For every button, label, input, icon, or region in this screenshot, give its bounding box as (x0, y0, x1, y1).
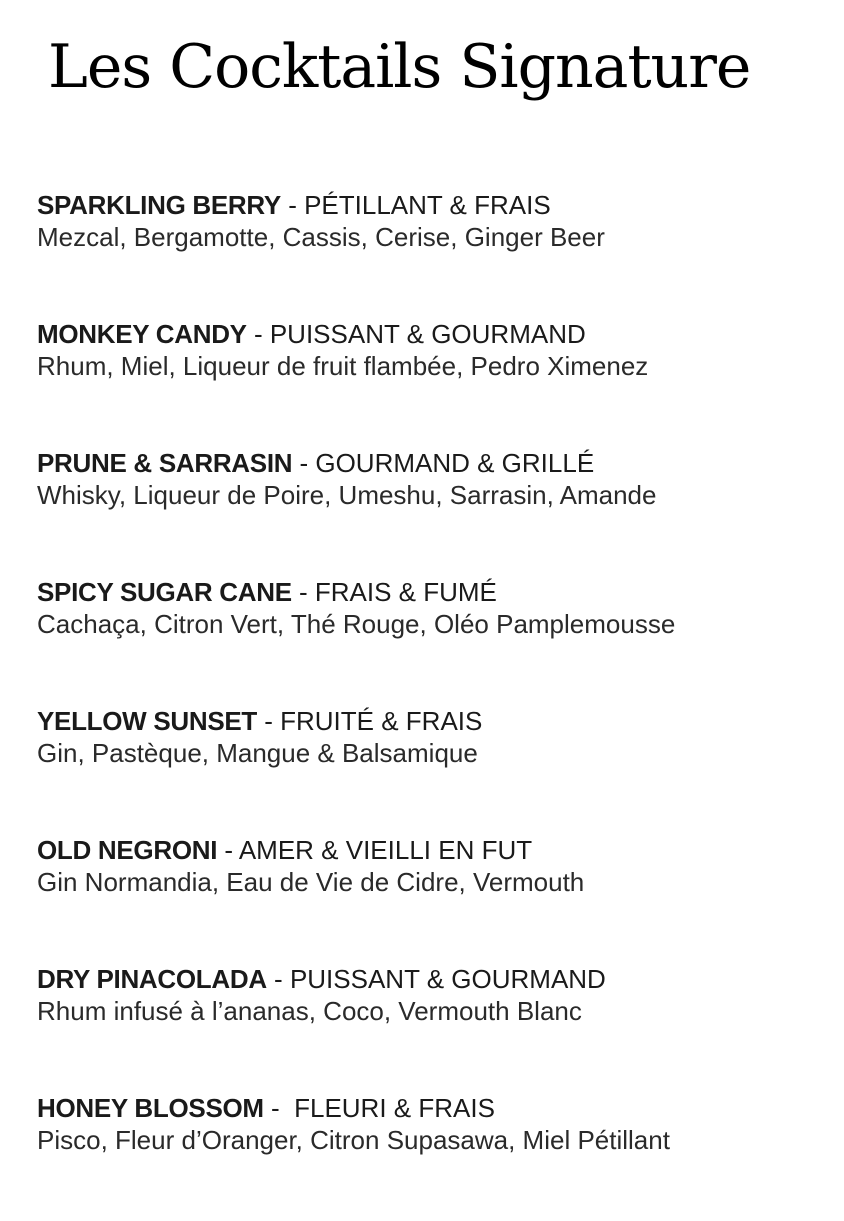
cocktail-heading (37, 963, 837, 995)
cocktail-item-honey-blossom (37, 1092, 837, 1221)
cocktail-ingredients: Gin Normandia, Eau de Vie de Cidre, Vermouth (37, 867, 585, 897)
cocktail-separator: - (263, 1093, 287, 1123)
cocktail-separator: - (217, 835, 239, 865)
cocktail-ingredients: Gin, Pastèque, Mangue & Balsamique (37, 738, 478, 768)
cocktail-item-spicy-sugar-cane (37, 576, 837, 705)
cocktail-ingredients: Cachaça, Citron Vert, Thé Rouge, Oléo Pamplemousse (37, 609, 676, 639)
cocktail-heading (37, 705, 837, 737)
cocktail-separator: - (291, 577, 315, 607)
cocktail-heading (37, 447, 837, 479)
cocktail-separator: - (292, 448, 316, 478)
cocktail-style: FRAIS & FUMÉ (314, 577, 497, 607)
cocktail-ingredients: Whisky, Liqueur de Poire, Umeshu, Sarrasin, Amande (37, 480, 657, 510)
cocktail-separator: - (280, 190, 305, 220)
cocktail-name: SPARKLING BERRY (37, 190, 281, 220)
cocktail-name: OLD NEGRONI (37, 835, 218, 865)
cocktail-name: HONEY BLOSSOM (37, 1093, 264, 1123)
cocktail-style: FRUITÉ & FRAIS (280, 706, 483, 736)
cocktail-list (37, 189, 837, 1221)
cocktail-name: YELLOW SUNSET (37, 706, 257, 736)
cocktail-style: GOURMAND & GRILLÉ (315, 448, 595, 478)
cocktail-ingredients: Pisco, Fleur d’Oranger, Citron Supasawa, Miel Pétillant (37, 1125, 670, 1155)
cocktail-name: SPICY SUGAR CANE (37, 577, 292, 607)
cocktail-ingredients: Mezcal, Bergamotte, Cassis, Cerise, Ginger Beer (37, 222, 605, 252)
cocktail-ingredients: Rhum infusé à l’ananas, Coco, Vermouth Blanc (37, 996, 582, 1026)
cocktail-heading (37, 318, 837, 350)
cocktail-heading (37, 834, 837, 866)
cocktail-item-yellow-sunset (37, 705, 837, 834)
cocktail-style: AMER & VIEILLI EN FUT (238, 835, 533, 865)
cocktail-style: PÉTILLANT & FRAIS (304, 190, 551, 220)
cocktail-heading (37, 576, 837, 608)
cocktail-item-monkey-candy (37, 318, 837, 447)
cocktail-separator: - (257, 706, 281, 736)
cocktail-separator: - (246, 319, 270, 349)
cocktail-item-sparkling-berry (37, 189, 837, 318)
cocktail-heading (37, 189, 837, 221)
cocktail-ingredients: Rhum, Miel, Liqueur de fruit flambée, Pedro Ximenez (37, 351, 649, 381)
cocktail-name: MONKEY CANDY (37, 319, 247, 349)
cocktail-style: PUISSANT & GOURMAND (269, 319, 586, 349)
cocktail-heading (37, 1092, 837, 1124)
cocktail-separator: - (266, 964, 290, 994)
cocktail-item-dry-pinacolada (37, 963, 837, 1092)
cocktail-item-prune-sarrasin (37, 447, 837, 576)
cocktail-name: DRY PINACOLADA (37, 964, 267, 994)
cocktail-item-old-negroni (37, 834, 837, 963)
cocktail-name: PRUNE & SARRASIN (37, 448, 293, 478)
page-title: Les Cocktails Signature (48, 32, 751, 102)
cocktail-style: FLEURI & FRAIS (286, 1093, 495, 1123)
cocktail-style: PUISSANT & GOURMAND (289, 964, 606, 994)
